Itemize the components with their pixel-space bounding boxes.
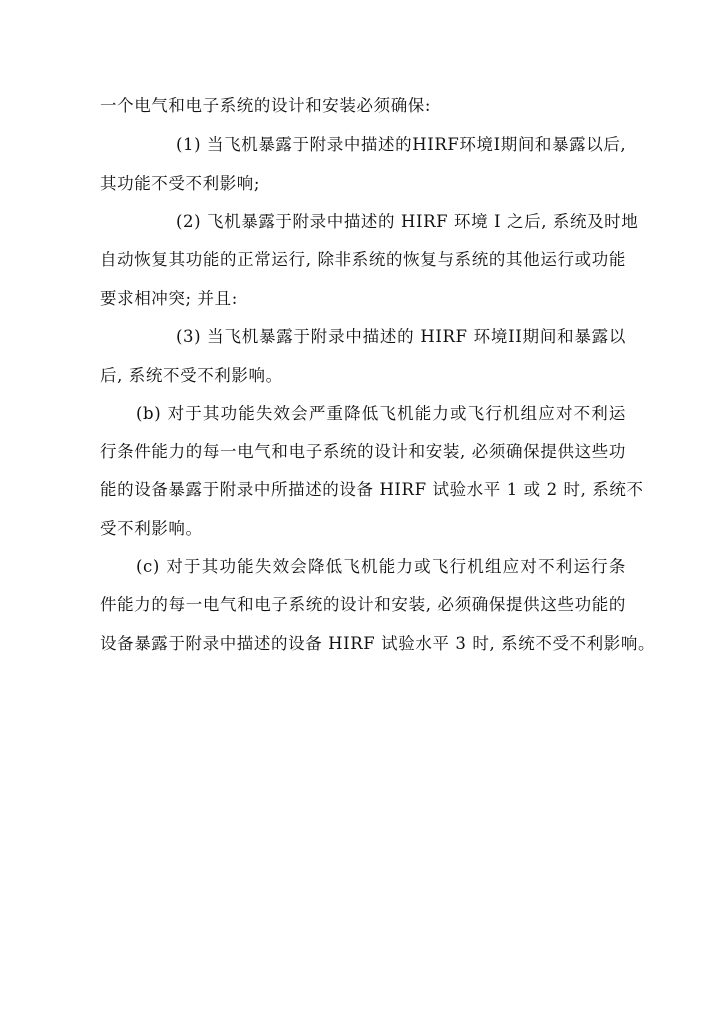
text-line: 行条件能力的每一电气和电子系统的设计和安装, 必须确保提供这些功 (100, 442, 626, 461)
text-line: (b) 对于其功能失效会严重降低飞机能力或飞行机组应对不利运 (136, 404, 626, 423)
text-line: (2) 飞机暴露于附录中描述的 HIRF 环境 I 之后, 系统及时地 (176, 212, 639, 231)
text-line: 其功能不受不利影响; (100, 174, 261, 193)
text-line: 件能力的每一电气和电子系统的设计和安装, 必须确保提供这些功能的 (100, 595, 626, 614)
text-line: 受不利影响。 (100, 519, 203, 538)
text-line: 能的设备暴露于附录中所描述的设备 HIRF 试验水平 1 或 2 时, 系统不 (100, 480, 644, 499)
text-line: 自动恢复其功能的正常运行, 除非系统的恢复与系统的其他运行或功能 (100, 250, 626, 269)
text-line: (3) 当飞机暴露于附录中描述的 HIRF 环境II期间和暴露以 (176, 327, 626, 346)
text-line: 一个电气和电子系统的设计和安装必须确保: (100, 96, 432, 115)
text-line: 设备暴露于附录中描述的设备 HIRF 试验水平 3 时, 系统不受不利影响。 (100, 634, 656, 653)
text-line: (1) 当飞机暴露于附录中描述的HIRF环境I期间和暴露以后, (176, 135, 627, 154)
text-line: 要求相冲突; 并且: (100, 289, 238, 308)
text-line: (c) 对于其功能失效会降低飞机能力或飞行机组应对不利运行条 (136, 557, 626, 576)
text-line: 后, 系统不受不利影响。 (100, 366, 283, 385)
